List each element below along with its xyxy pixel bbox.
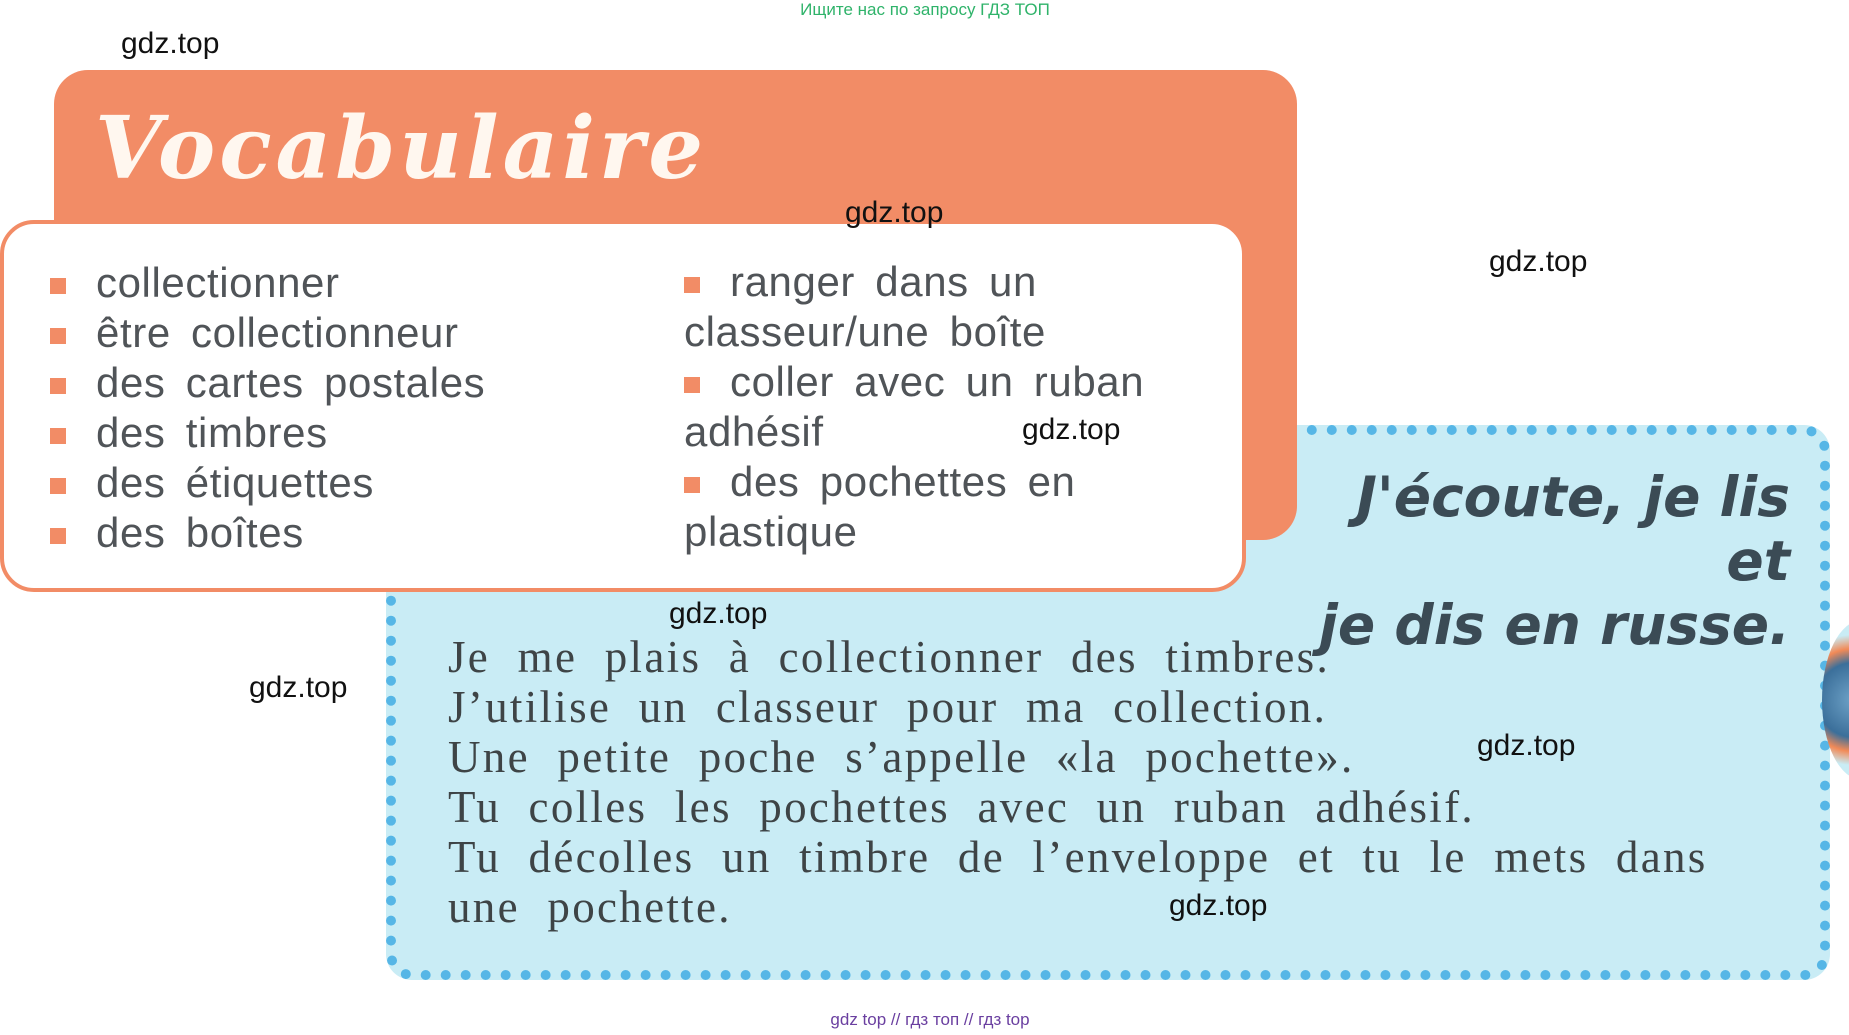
list-item-continuation: adhésif <box>684 408 824 455</box>
watermark: gdz.top <box>1169 889 1268 922</box>
watermark: gdz.top <box>1022 413 1121 446</box>
bullet-square-icon <box>50 328 66 344</box>
bullet-square-icon <box>50 278 66 294</box>
exercise-sentences <box>448 632 1798 932</box>
watermark: gdz.top <box>1489 245 1588 278</box>
sentence: une pochette. <box>448 882 732 932</box>
vocabulary-list-right <box>684 257 1224 557</box>
list-item: coller avec un ruban <box>684 357 1224 407</box>
bullet-square-icon <box>684 377 700 393</box>
sentence: Une petite poche s’appelle «la pochette». <box>448 732 1355 782</box>
exercise-heading <box>1290 465 1790 657</box>
watermark: gdz.top <box>669 597 768 630</box>
vocabulary-title: Vocabulaire <box>95 98 708 199</box>
vocabulary-list-left <box>50 258 485 558</box>
footer-links: gdz top // гдз топ // гдз top <box>830 1010 1030 1029</box>
list-item: collectionner <box>50 258 485 308</box>
bullet-square-icon <box>50 528 66 544</box>
sentence: Tu décolles un timbre de l’enveloppe et tu le mets dans <box>448 832 1708 882</box>
bullet-square-icon <box>50 378 66 394</box>
bullet-square-icon <box>50 478 66 494</box>
list-item: des boîtes <box>50 508 485 558</box>
bullet-square-icon <box>50 428 66 444</box>
list-item: ranger dans un <box>684 257 1224 307</box>
bullet-square-icon <box>684 277 700 293</box>
watermark: gdz.top <box>845 196 944 229</box>
sentence: Je me plais à collectionner des timbres. <box>448 632 1331 682</box>
list-item: des cartes postales <box>50 358 485 408</box>
list-item-continuation: plastique <box>684 508 858 555</box>
list-item: des étiquettes <box>50 458 485 508</box>
watermark: gdz.top <box>249 671 348 704</box>
sentence: J’utilise un classeur pour ma collection. <box>448 682 1328 732</box>
exercise-heading-line-2: je dis en russe. <box>1319 593 1790 657</box>
bullet-square-icon <box>684 477 700 493</box>
top-banner: Ищите нас по запросу ГДЗ ТОП <box>800 0 1050 19</box>
list-item: des pochettes en <box>684 457 1224 507</box>
sentence: Tu colles les pochettes avec un ruban adhésif. <box>448 782 1475 832</box>
watermark: gdz.top <box>1477 729 1576 762</box>
list-item-continuation: classeur/une boîte <box>684 308 1047 355</box>
watermark: gdz.top <box>121 27 220 60</box>
list-item: être collectionneur <box>50 308 485 358</box>
exercise-heading-line-1: J'écoute, je lis et <box>1356 465 1790 593</box>
list-item: des timbres <box>50 408 485 458</box>
